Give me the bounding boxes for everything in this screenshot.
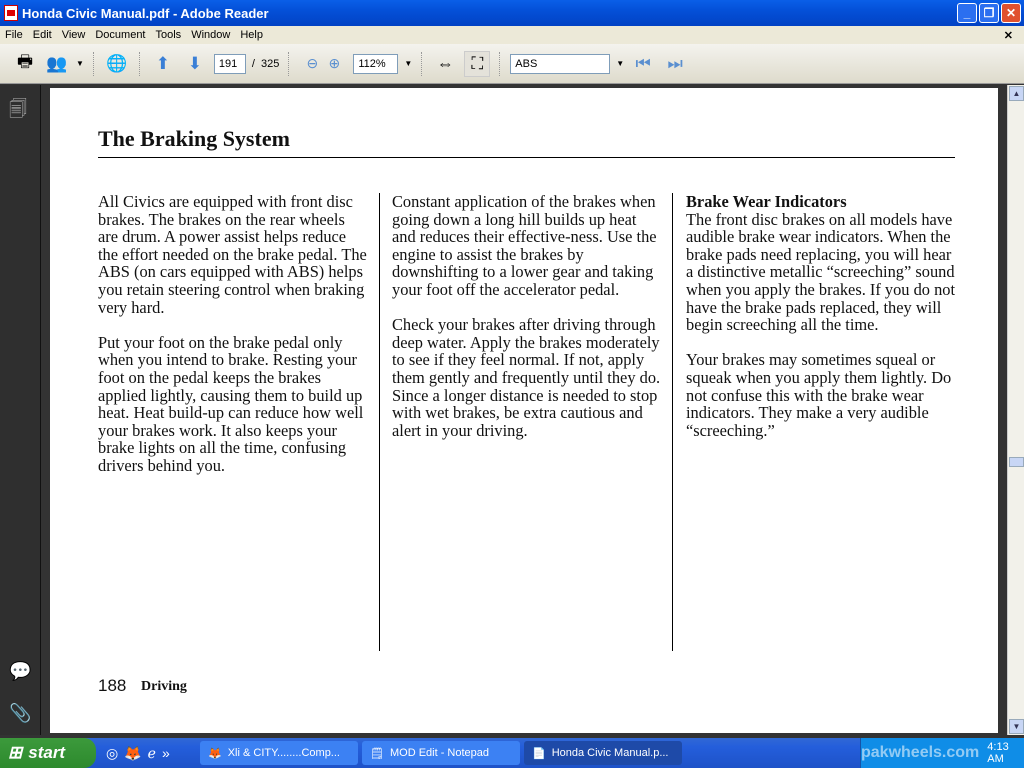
paragraph: Put your foot on the brake pedal only when you intend to brake. Resting your foot on the pedal keeps the brakes applied lightly, causing them to build up heat. Heat build-up can reduce how well your brakes work. It also keeps your brake lights on all the time, confusing drivers behind you. — [98, 332, 364, 475]
menu-help[interactable]: Help — [240, 29, 263, 41]
fit-page-icon[interactable]: ⛶ — [464, 51, 490, 77]
window-title: Honda Civic Manual.pdf - Adobe Reader — [22, 5, 269, 21]
vertical-scrollbar[interactable] — [1007, 85, 1024, 735]
zoom-out-icon[interactable]: ⊖ — [306, 55, 319, 71]
scroll-up-icon[interactable]: ▲ — [1009, 86, 1024, 101]
scroll-down-icon[interactable]: ▼ — [1009, 719, 1024, 734]
clock[interactable]: 4:13 AM — [987, 741, 1009, 765]
navigation-pane — [0, 85, 41, 735]
start-label: start — [28, 743, 66, 762]
pdf-page — [50, 88, 998, 733]
paragraph: All Civics are equipped with front disc brakes. The brakes on the rear wheels are drum. A power assist helps reduce the effort needed on the brake pedal. The ABS (on cars equipped with ABS) helps you retain steering control when braking very hard. — [98, 192, 367, 317]
find-next-icon[interactable]: ⏭ — [667, 53, 683, 73]
maximize-button[interactable]: ❐ — [979, 3, 999, 23]
section-name: Driving — [141, 679, 187, 694]
fit-width-icon[interactable]: ⇔ — [436, 53, 454, 73]
toolbar — [0, 44, 1024, 84]
menu-edit[interactable]: Edit — [32, 29, 52, 41]
menu-window[interactable]: Window — [191, 29, 231, 41]
quick-launch — [106, 745, 196, 762]
minimize-button[interactable]: _ — [957, 3, 977, 23]
page-number-input[interactable]: 191 — [214, 54, 246, 74]
column-divider — [379, 193, 380, 651]
zoom-dropdown-icon[interactable]: ▼ — [404, 59, 413, 68]
browser-icon[interactable]: ◎ — [106, 744, 119, 761]
column-divider — [672, 193, 673, 651]
firefox-icon: 🦊 — [208, 747, 222, 760]
menu-tools[interactable]: Tools — [155, 29, 182, 41]
windows-logo-icon: ⊞ — [8, 743, 23, 762]
title-rule — [98, 157, 955, 158]
page-separator: / — [251, 57, 255, 70]
internet-explorer-icon[interactable]: ℯ — [147, 744, 156, 761]
print-icon[interactable]: 🖶 — [16, 52, 34, 71]
separator — [288, 52, 290, 76]
separator — [139, 52, 141, 76]
menu-view[interactable]: View — [61, 29, 86, 41]
task-adobe-reader[interactable] — [524, 741, 682, 765]
menu-bar — [0, 26, 1024, 44]
find-previous-icon[interactable]: ⏮ — [635, 53, 651, 73]
taskbar — [0, 738, 1024, 768]
search-dropdown-icon[interactable]: ▼ — [616, 59, 625, 68]
page-number: 188 — [98, 676, 127, 695]
section-heading: Brake Wear Indicators — [686, 192, 847, 211]
collaborate-icon[interactable]: 👥 — [46, 53, 68, 73]
column-2 — [392, 193, 662, 457]
secure-icon[interactable]: 🌐 — [106, 53, 128, 73]
start-button[interactable] — [0, 738, 96, 768]
search-input[interactable]: ABS — [510, 54, 610, 74]
separator — [93, 52, 95, 76]
pdf-icon: 📄 — [532, 747, 546, 760]
menu-file[interactable]: File — [5, 29, 23, 41]
close-button[interactable]: ✕ — [1001, 3, 1021, 23]
page-title: The Braking System — [98, 126, 290, 151]
menu-document[interactable]: Document — [95, 29, 146, 41]
comments-icon[interactable]: 💬 — [9, 661, 32, 681]
system-tray — [860, 738, 1024, 768]
task-notepad[interactable] — [362, 741, 520, 765]
close-document-icon[interactable]: ✕ — [1003, 29, 1013, 42]
attachments-icon[interactable]: 📎 — [9, 703, 32, 723]
separator — [499, 52, 501, 76]
previous-page-icon[interactable]: ⬆ — [155, 53, 171, 73]
column-1 — [98, 193, 368, 492]
task-label: MOD Edit - Notepad — [389, 747, 490, 759]
paragraph: Constant application of the brakes when going down a long hill builds up heat and reduces their effective-ness. Use the engine to assist the brakes by downshifting to a lower gear and taking your foot off the accelerator pedal. — [392, 192, 657, 299]
next-page-icon[interactable]: ⬇ — [187, 53, 203, 73]
zoom-in-icon[interactable]: ⊕ — [328, 55, 341, 71]
paragraph: Check your brakes after driving through deep water. Apply the brakes moderately to see if they feel normal. If not, apply them gently and frequently until they do. Since a longer distance is needed to stop with wet brakes, be extra cautious and alert in your driving. — [392, 315, 661, 440]
pdf-app-icon — [4, 5, 18, 21]
zoom-input[interactable]: 112% — [353, 54, 398, 74]
title-bar — [0, 0, 1024, 26]
notepad-icon: 🗒 — [370, 747, 384, 760]
firefox-icon[interactable]: 🦊 — [124, 744, 142, 761]
scroll-thumb[interactable] — [1009, 457, 1024, 467]
paragraph: The front disc brakes on all models have audible brake wear indicators. When the brake pads need replacing, you will hear a distinctive metallic “screeching” sound when you apply the brakes. If you do not have the brake pads replaced, they will begin screeching all the time. — [686, 209, 956, 335]
collaborate-dropdown-icon[interactable]: ▼ — [76, 59, 84, 68]
watermark: pakwheels.com — [861, 744, 980, 761]
more-icon[interactable]: » — [161, 744, 170, 761]
page-total: 325 — [260, 57, 280, 70]
task-label: Honda Civic Manual.p... — [551, 747, 669, 759]
separator — [421, 52, 423, 76]
task-firefox[interactable] — [200, 741, 358, 765]
task-label: Xli & CITY........Comp... — [227, 747, 340, 759]
pages-icon[interactable]: 🗐 — [9, 99, 27, 119]
column-3 — [686, 193, 956, 457]
paragraph: Your brakes may sometimes squeal or squeak when you apply them lightly. Do not confuse this with the brake wear indicators. They make a very audible “screeching.” — [686, 350, 952, 440]
